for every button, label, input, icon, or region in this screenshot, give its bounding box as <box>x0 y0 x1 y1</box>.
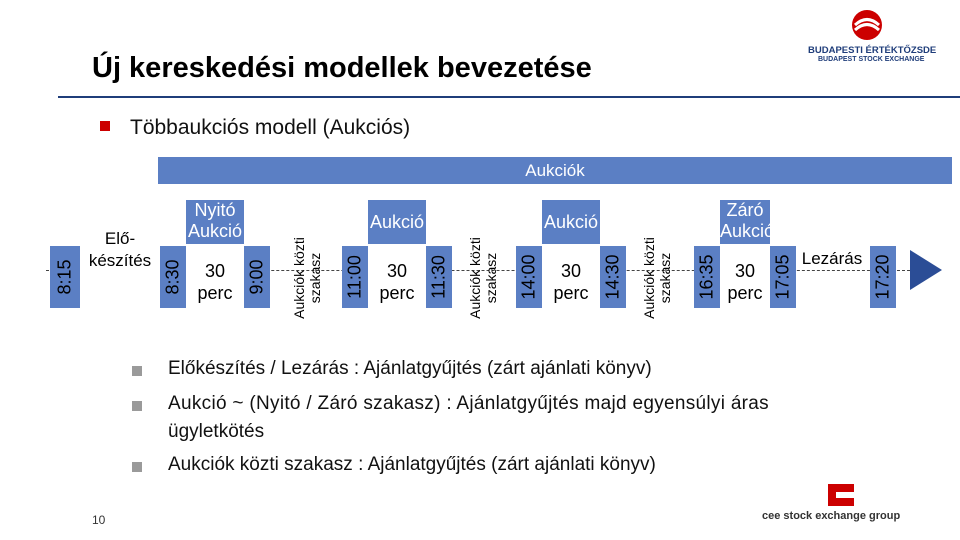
phase-kozti-3: Aukciók közti szakasz <box>641 237 673 319</box>
time-1705: 17:05 <box>770 246 796 308</box>
bullet-1: Előkészítés / Lezárás : Ajánlatgyűjtés (zárt ajánlati könyv) <box>168 358 652 379</box>
gray-bullet-icon <box>132 462 142 472</box>
phase-aukcio-1-head: Aukció <box>368 200 426 244</box>
subtitle: Többaukciós modell (Aukciós) <box>130 116 411 139</box>
phase-kozti-2: Aukciók közti szakasz <box>467 237 499 319</box>
bullet-3: Aukciók közti szakasz : Ajánlatgyűjtés (zárt ajánlati könyv) <box>168 454 656 475</box>
phase-aukcio-1-duration: 30 perc <box>368 260 426 304</box>
cee-logo-mark-icon <box>828 484 854 506</box>
phase-zaro-aukcio-head: Záró Aukció <box>720 200 770 244</box>
phase-nyito-aukcio-duration: 30 perc <box>186 260 244 304</box>
bse-logo <box>808 8 958 64</box>
time-1130: 11:30 <box>426 246 452 308</box>
phase-kozti-1: Aukciók közti szakasz <box>291 237 323 319</box>
bullet-2: Aukció ~ (Nyitó / Záró szakasz) : Ajánlatgyűjtés majd egyensúlyi áras <box>168 393 769 414</box>
title-divider <box>58 96 960 98</box>
time-0830: 8:30 <box>160 246 186 308</box>
gray-bullet-icon <box>132 401 142 411</box>
auctions-banner: Aukciók <box>158 157 952 184</box>
time-1100: 11:00 <box>342 246 368 308</box>
phase-nyito-aukcio-head: Nyitó Aukció <box>186 200 244 244</box>
time-1720: 17:20 <box>870 246 896 308</box>
cee-logo <box>762 484 922 524</box>
time-1400: 14:00 <box>516 246 542 308</box>
time-0900: 9:00 <box>244 246 270 308</box>
bullet-2-continuation: ügyletkötés <box>168 421 265 442</box>
time-1635: 16:35 <box>694 246 720 308</box>
phase-aukcio-2-head: Aukció <box>542 200 600 244</box>
bse-logo-line1: BUDAPESTI ÉRTÉKTŐZSDE <box>808 45 937 56</box>
phase-lezaras: Lezárás <box>796 248 868 270</box>
time-1430: 14:30 <box>600 246 626 308</box>
page-title: Új kereskedési modellek bevezetése <box>92 52 592 84</box>
page-number: 10 <box>92 513 106 527</box>
time-0815: 8:15 <box>50 246 80 308</box>
phase-elokeszites: Elő- készítés <box>80 228 160 272</box>
red-bullet-icon <box>100 121 110 131</box>
phase-zaro-aukcio-duration: 30 perc <box>720 260 770 304</box>
timeline-arrow-icon <box>910 250 942 290</box>
cee-logo-text: cee stock exchange group <box>762 510 901 522</box>
bse-logo-line2: BUDAPEST STOCK EXCHANGE <box>818 56 925 63</box>
bse-logo-emblem-icon <box>850 8 884 42</box>
phase-aukcio-2-duration: 30 perc <box>542 260 600 304</box>
gray-bullet-icon <box>132 366 142 376</box>
